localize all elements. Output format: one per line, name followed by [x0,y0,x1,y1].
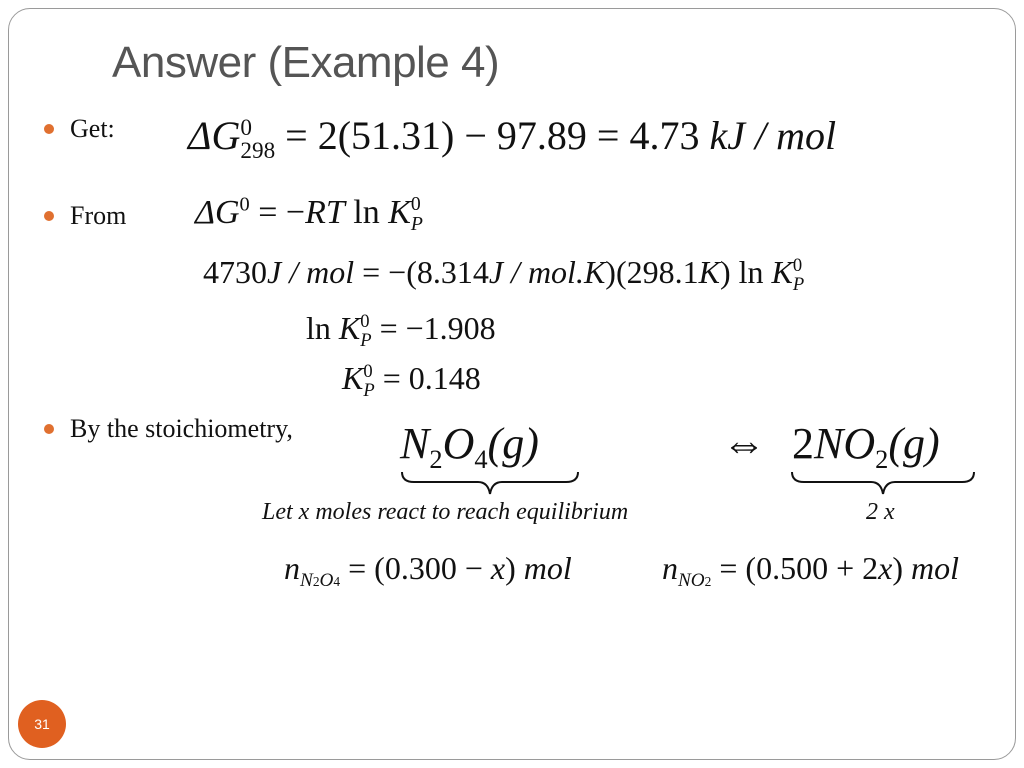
n2-x: x [878,550,893,586]
reaction-o: O [442,419,475,468]
n1-sub-b: 2 [312,574,320,590]
eq2-lhs: ΔG [195,194,240,231]
eq3-k-sup: 0 [792,255,803,277]
eq1-lhs: ΔG [188,113,241,158]
eq2-k-scripts [411,195,423,234]
underbrace-right [790,470,976,498]
eq5-k-sub: P [363,379,375,401]
reaction-right-state: (g) [888,419,940,468]
n1-rhs-a: = (0.300 − [340,550,491,586]
caption-let-x: Let x moles react to reach equilibrium [262,499,629,525]
eq1-scripts [240,114,276,164]
eq3-c: = −(8.314 [354,254,489,290]
bullet-dot [44,124,54,134]
equation-gibbs-relation [195,194,423,235]
reaction-coef: 2 [792,419,814,468]
bullet-dot [44,424,54,434]
eq5-k-sup: 0 [363,361,373,383]
reaction-o-sub: 4 [474,443,488,474]
eq3-k-scripts [793,257,804,294]
equation-n-n2o4 [284,550,572,592]
reaction-n-sub: 2 [429,443,443,474]
eq5-rhs: = 0.148 [374,360,481,396]
eq4-k-sub: P [360,329,372,351]
equation-ln-kp [306,310,496,350]
eq2-k: K [388,194,411,231]
eq1-sup: 0 [240,114,252,141]
eq2-ln: ln [344,194,389,231]
eq4-k-sup: 0 [360,311,370,333]
eq3-a: 4730 [203,254,267,290]
reaction-no: NO [814,419,876,468]
eq4-k-scripts [360,313,371,350]
underbrace-left [400,470,580,498]
slide-number-badge: 31 [18,700,66,748]
n1-rhs-b: ) [505,550,524,586]
eq3-k-sub: P [792,273,805,295]
eq4-k: K [338,310,361,346]
n2-sub-a: NO [678,570,705,592]
equation-n-no2 [662,550,959,592]
equation-delta-g-298 [188,112,836,163]
eq2-k-sub: P [410,213,423,236]
reaction-no-sub: 2 [875,443,889,474]
eq2-sup: 0 [239,193,250,216]
reaction-equilibrium-arrow: ⇔ [722,419,766,468]
equation-kp-value [342,360,481,400]
eq3-b: J / mol [267,254,355,290]
bullet-stoichiometry-label: By the stoichiometry, [70,414,293,443]
n1-n: n [284,550,300,586]
eq5-k-scripts [363,363,374,400]
eq4-rhs: = −1.908 [371,310,496,346]
reaction-left-state: (g) [487,419,539,468]
eq2-k-sup: 0 [410,193,421,216]
equation-substitution [203,254,804,294]
eq5-k: K [342,360,364,396]
n2-n: n [662,550,678,586]
caption-2x: 2 x [866,499,895,525]
reaction-reactant [400,418,539,474]
eq3-e: )(298.1 [605,254,699,290]
eq3-d: J / mol.K [488,254,606,290]
eq2-rt: RT [305,194,345,231]
eq4-ln: ln [306,310,339,346]
n1-x: x [490,550,506,586]
eq2-minus: = − [249,194,306,231]
eq3-f: K [698,254,720,290]
eq1-sub: 298 [240,137,276,164]
eq1-rhs: = 2(51.31) − 97.89 = 4.73 [275,113,710,158]
n2-sub-b: 2 [704,574,712,590]
n1-sub-d: 4 [333,574,341,590]
n2-rhs-a: = (0.500 + 2 [711,550,879,586]
n1-sub-a: N [300,570,313,592]
eq3-g: ) ln [719,254,772,290]
reaction-n: N [400,419,430,468]
reaction-product [792,418,940,474]
bullet-from-label: From [70,201,127,230]
n2-rhs-b: ) [892,550,911,586]
n1-unit: mol [523,550,572,586]
n1-sub-c: O [319,570,334,592]
n2-unit: mol [910,550,959,586]
eq1-unit: kJ / mol [709,113,837,158]
bullet-get-label: Get: [70,114,115,143]
bullet-dot [44,211,54,221]
eq3-k: K [771,254,793,290]
slide-title: Answer (Example 4) [112,38,500,87]
